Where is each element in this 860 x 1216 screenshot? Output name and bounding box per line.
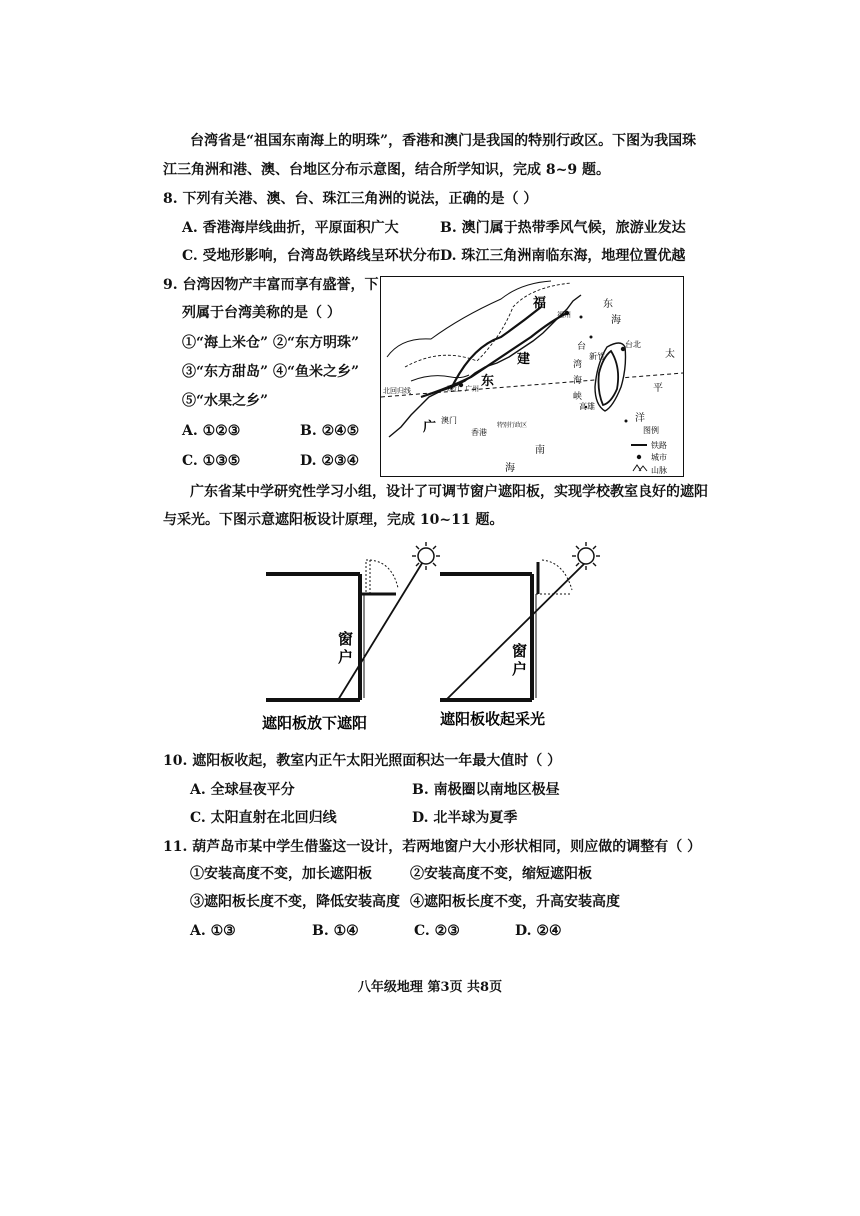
map-legend bbox=[631, 425, 667, 475]
question-10-option-a: A. 全球昼夜平分 bbox=[190, 782, 295, 798]
label-taibei: 台北 bbox=[625, 340, 641, 349]
window-label-1a: 窗 bbox=[338, 630, 354, 648]
window-label-1b: 户 bbox=[338, 648, 354, 666]
legend-mountain-icon bbox=[633, 465, 647, 471]
label-fujian-1: 福 bbox=[533, 296, 547, 311]
label-south-sea-2: 海 bbox=[505, 463, 515, 474]
label-pacific-3: 洋 bbox=[635, 413, 645, 424]
question-9-stem-1: 9. 台湾因物产丰富而享有盛誉，下 bbox=[163, 277, 379, 293]
label-sar: 特别行政区 bbox=[497, 422, 528, 429]
label-east-sea-1: 东 bbox=[603, 299, 613, 310]
question-10-option-b: B. 南极圈以南地区极昼 bbox=[412, 782, 560, 798]
question-11-option-b: B. ①④ bbox=[312, 923, 359, 939]
question-10-stem: 10. 遮阳板收起，教室内正午太阳光照面积达一年最大值时（ ） bbox=[163, 753, 562, 769]
label-fuzhou: 福州 bbox=[557, 311, 571, 319]
legend-city-label: 城市 bbox=[651, 453, 667, 462]
pearl-river-delta-map bbox=[380, 276, 684, 477]
intro2-line-1: 广东省某中学研究性学习小组，设计了可调节窗户遮阳板，实现学校教室良好的遮阳 bbox=[190, 484, 708, 500]
label-zhujiang: 珠江 bbox=[447, 385, 461, 393]
label-aomen: 澳门 bbox=[441, 416, 457, 425]
question-11-option-a: A. ①③ bbox=[190, 923, 236, 939]
label-gaoxiong: 高雄 bbox=[579, 402, 595, 411]
island-dot bbox=[590, 336, 593, 339]
page-footer: 八年级地理 第3页 共8页 bbox=[357, 980, 503, 995]
window-label-2b: 户 bbox=[512, 660, 528, 678]
caption-raised: 遮阳板收起采光 bbox=[440, 710, 546, 728]
label-east-sea-2: 海 bbox=[611, 315, 621, 326]
caption-lowered: 遮阳板放下遮阳 bbox=[262, 714, 368, 732]
island-dot bbox=[625, 420, 628, 423]
question-8-option-d: D. 珠江三角洲南临东海，地理位置优越 bbox=[440, 248, 686, 264]
intro-line-2: 江三角洲和港、澳、台地区分布示意图，结合所学知识，完成 8~9 题。 bbox=[163, 162, 610, 178]
label-strait-3: 海 bbox=[573, 376, 583, 386]
question-9-item-5: ⑤“水果之乡” bbox=[182, 393, 269, 409]
intro2-line-2: 与采光。下图示意遮阳板设计原理，完成 10~11 题。 bbox=[163, 512, 504, 528]
diagram-raised bbox=[440, 542, 600, 728]
label-guangzhou: 广州 bbox=[465, 385, 479, 393]
legend-mountain-label: 山脉 bbox=[651, 466, 667, 475]
question-11-option-c: C. ②③ bbox=[414, 923, 460, 939]
question-11-item-1: ①安装高度不变，加长遮阳板 bbox=[190, 866, 372, 882]
question-9-option-d: D. ②③④ bbox=[300, 453, 360, 469]
label-pacific-1: 太 bbox=[665, 349, 675, 360]
label-tropic: 北回归线 bbox=[383, 387, 411, 395]
question-9-option-c: C. ①③⑤ bbox=[182, 453, 241, 469]
question-11-item-4: ④遮阳板长度不变，升高安装高度 bbox=[410, 894, 620, 910]
label-south-sea-1: 南 bbox=[535, 445, 545, 456]
legend-city-icon bbox=[637, 455, 641, 459]
label-xinzhu: 新竹 bbox=[589, 352, 605, 361]
diagram-lowered bbox=[262, 542, 440, 732]
pearl-river bbox=[411, 375, 469, 381]
mainland-coastline bbox=[389, 295, 581, 437]
question-11-item-3: ③遮阳板长度不变，降低安装高度 bbox=[190, 894, 400, 910]
label-fujian-2: 建 bbox=[517, 352, 531, 367]
label-strait-4: 峡 bbox=[573, 392, 583, 402]
island-dot bbox=[580, 316, 583, 319]
question-8-option-b: B. 澳门属于热带季风气候，旅游业发达 bbox=[440, 220, 686, 236]
legend-rail-label: 铁路 bbox=[651, 441, 667, 450]
label-guangdong-1: 广 bbox=[423, 420, 437, 435]
question-11-option-d: D. ②④ bbox=[515, 923, 562, 939]
sunshade-diagram bbox=[262, 540, 602, 740]
question-10-option-c: C. 太阳直射在北回归线 bbox=[190, 810, 337, 826]
intro-line-1: 台湾省是“祖国东南海上的明珠”，香港和澳门是我国的特别行政区。下图为我国珠 bbox=[190, 133, 697, 149]
question-8-stem: 8. 下列有关港、澳、台、珠江三角洲的说法，正确的是（ ） bbox=[163, 191, 538, 207]
legend-title: 图例 bbox=[643, 426, 659, 435]
question-8-option-a: A. 香港海岸线曲折，平原面积广大 bbox=[182, 220, 399, 236]
question-9-stem-2: 列属于台湾美称的是（ ） bbox=[182, 305, 341, 321]
label-xianggang: 香港 bbox=[471, 428, 487, 437]
question-9-items-34: ③“东方甜岛” ④“鱼米之乡” bbox=[182, 364, 360, 380]
question-11-stem: 11. 葫芦岛市某中学生借鉴这一设计，若两地窗户大小形状相同，则应做的调整有（ ） bbox=[163, 839, 702, 855]
question-8-option-c: C. 受地形影响，台湾岛铁路线呈环状分布 bbox=[182, 248, 441, 264]
label-guangdong-2: 东 bbox=[481, 374, 495, 389]
label-pacific-2: 平 bbox=[653, 383, 663, 394]
window-label-2a: 窗 bbox=[512, 642, 528, 660]
question-9-items-12: ①“海上米仓” ②“东方明珠” bbox=[182, 335, 360, 351]
question-9-option-a: A. ①②③ bbox=[182, 423, 241, 439]
question-11-item-2: ②安装高度不变，缩短遮阳板 bbox=[410, 866, 592, 882]
label-strait-1: 台 bbox=[577, 342, 587, 352]
label-strait-2: 湾 bbox=[573, 360, 583, 370]
question-10-option-d: D. 北半球为夏季 bbox=[412, 810, 518, 826]
question-9-option-b: B. ②④⑤ bbox=[300, 423, 360, 439]
